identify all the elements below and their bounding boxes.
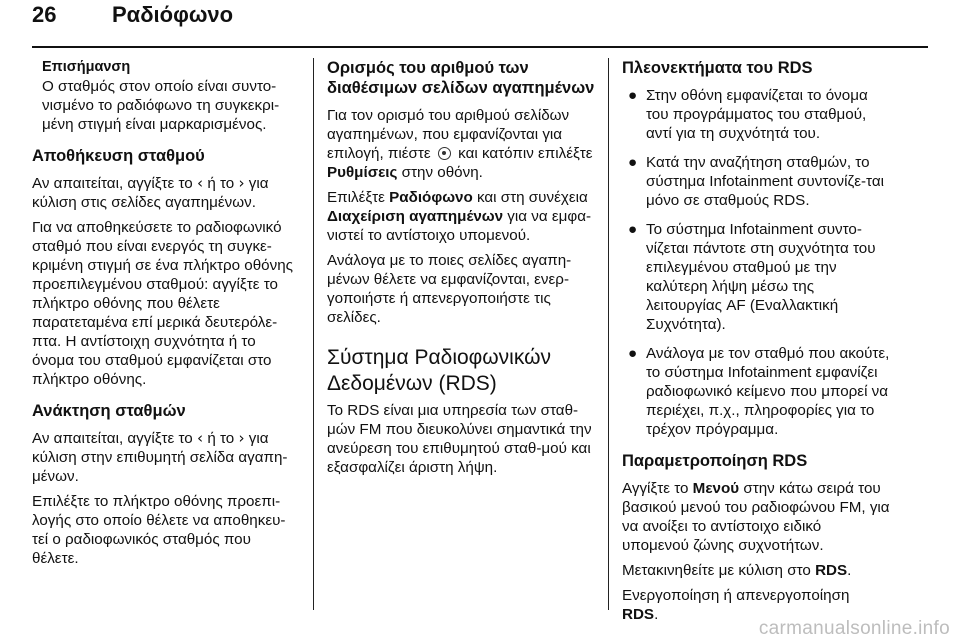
bullet-icon: ● (628, 221, 638, 238)
config-p2-text-b: . (847, 562, 852, 579)
define-p2-text-c: για να εμφα-νιστεί το αντίστοιχο υπομενού. (327, 208, 592, 244)
rds-label: RDS (815, 562, 848, 579)
watermark: carmanualsonline.info (758, 618, 950, 639)
define-p2-text-b: και στη συνέχεια (476, 189, 588, 206)
define-paragraph-2 (327, 188, 595, 245)
header-rule (32, 46, 928, 48)
note-block (32, 58, 300, 134)
store-p1-text-a: Αν απαιτείται, αγγίξτε το (32, 175, 193, 192)
rds-paragraph: Το RDS είναι μια υπηρεσία των σταθ-μών FM που διευκολύνει σημαντικά την ανεύρεση του επιθυμητού σταθ-μού και εξασφαλίζει άριστη λήψη. (327, 402, 592, 476)
define-p2-text-a: Επιλέξτε (327, 189, 385, 206)
define-p1-text-b: και κατόπιν επιλέξτε (458, 145, 593, 162)
list-item (622, 220, 892, 334)
config-p3-text-b: . (654, 606, 659, 623)
column-middle (327, 58, 595, 483)
arrow-right-icon: › (238, 174, 245, 192)
recall-paragraph-1 (32, 429, 300, 486)
list-item (622, 344, 892, 439)
store-p1-or: ή το (207, 175, 235, 192)
column-divider-1 (313, 58, 314, 610)
note-heading: Επισήμανση (42, 59, 131, 75)
config-heading: Παραμετροποίηση RDS (622, 452, 808, 470)
recall-p1-text-a: Αν απαιτείται, αγγίξτε το (32, 430, 193, 447)
define-paragraph-3: Ανάλογα με το ποιες σελίδες αγαπη-μένων θέλετε να εμφανίζονται, ενερ-γοποιήστε ή απενεργοποιήστε τις σελίδες. (327, 252, 572, 326)
advantages-list (622, 86, 892, 439)
page-number: 26 (32, 2, 57, 27)
advantages-heading: Πλεονεκτήματα του RDS (622, 59, 813, 77)
recall-p1-text-b: για κύλιση στην επιθυμητή σελίδα αγαπη-μένων. (32, 430, 288, 485)
note-text: Ο σταθμός στον οποίο είναι συντο-νισμένο το ραδιόφωνο τη συγκεκρι-μένη στιγμή είναι μαρκαρισμένος. (42, 78, 280, 133)
store-paragraph-1 (32, 174, 300, 212)
bullet-icon: ● (628, 87, 638, 104)
favourites-icon (438, 147, 451, 160)
list-item-text: Ανάλογα με τον σταθμό που ακούτε, το σύστημα Infotainment εμφανίζει ραδιοφωνικό κείμενο που μπορεί να περιέχει, π.χ., πληροφορίες για το τρέχον πρόγραμμα. (646, 345, 890, 438)
config-p1-text-a: Αγγίξτε το (622, 480, 689, 497)
bullet-icon: ● (628, 345, 638, 362)
define-heading: Ορισμός του αριθμού των διαθέσιμων σελίδων αγαπημένων (327, 59, 595, 97)
column-divider-2 (608, 58, 609, 610)
list-item (622, 86, 892, 143)
config-p3-text-a: Ενεργοποίηση ή απενεργοποίηση (622, 587, 850, 604)
recall-heading: Ανάκτηση σταθμών (32, 402, 186, 420)
arrow-right-icon: › (238, 429, 245, 447)
rds-heading: Σύστημα Ραδιοφωνικών Δεδομένων (RDS) (327, 346, 551, 395)
column-right (622, 58, 892, 630)
config-p1-text-b: στην κάτω σειρά του βασικού μενού του ραδιοφώνου FM, για να ανοίξει το αντίστοιχο ειδικό υπομενού ζώνης συχνοτήτων. (622, 480, 890, 554)
arrow-left-icon: ‹ (197, 429, 204, 447)
column-left (32, 58, 300, 574)
recall-paragraph-2: Επιλέξτε το πλήκτρο οθόνης προεπι-λογής στο οποίο θέλετε να αποθηκευ-τεί ο ραδιοφωνικός σταθμός που θέλετε. (32, 493, 286, 567)
config-paragraph-2 (622, 561, 892, 580)
define-p1-text-c: στην οθόνη. (401, 164, 483, 181)
manage-favourites-label: Διαχείριση αγαπημένων (327, 208, 504, 225)
page-title: Ραδιόφωνο (112, 2, 234, 27)
recall-p1-or: ή το (207, 430, 235, 447)
store-p1-text-b: για κύλιση στις σελίδες αγαπημένων. (32, 175, 269, 211)
config-paragraph-1 (622, 479, 892, 555)
define-p1-text-a: Για τον ορισμό του αριθμού σελίδων αγαπημένων, που εμφανίζονται για επιλογή, πιέστε (327, 107, 570, 162)
list-item-text: Στην οθόνη εμφανίζεται το όνομα του προγράμματος του σταθμού, αντί για τη συχνότητά του. (646, 87, 868, 142)
store-paragraph-2: Για να αποθηκεύσετε το ραδιοφωνικό σταθμό που είναι ενεργός τη συγκε-κριμένη στιγμή σε ένα πλήκτρο οθόνης προεπιλεγμένου σταθμού: αγγίξτε το πλήκτρο οθόνης που θέλετε παρατεταμένα επί μερικά δευτερόλε-πτα. Η αντίστοιχη συχνότητα ή το όνομα του σταθμού εμφανίζεται στο πλήκτρο οθόνης. (32, 219, 293, 388)
menu-label: Μενού (692, 480, 740, 497)
page-header (0, 0, 960, 56)
list-item (622, 153, 892, 210)
bullet-icon: ● (628, 154, 638, 171)
config-p2-text-a: Μετακινηθείτε με κύλιση στο (622, 562, 811, 579)
store-heading: Αποθήκευση σταθμού (32, 147, 205, 165)
arrow-left-icon: ‹ (197, 174, 204, 192)
settings-label: Ρυθμίσεις (327, 164, 398, 181)
list-item-text: Το σύστημα Infotainment συντο-νίζεται πάντοτε στη συχνότητα του επιλεγμένου σταθμού με την καλύτερη λήψη μέσω της λειτουργίας AF (Εναλλακτική Συχνότητα). (646, 221, 876, 333)
rds-label: RDS (622, 606, 655, 623)
define-paragraph-1 (327, 106, 595, 182)
list-item-text: Κατά την αναζήτηση σταθμών, το σύστημα Infotainment συντονίζε-ται μόνο σε σταθμούς RDS. (646, 154, 884, 209)
radio-label: Ραδιόφωνο (389, 189, 473, 206)
